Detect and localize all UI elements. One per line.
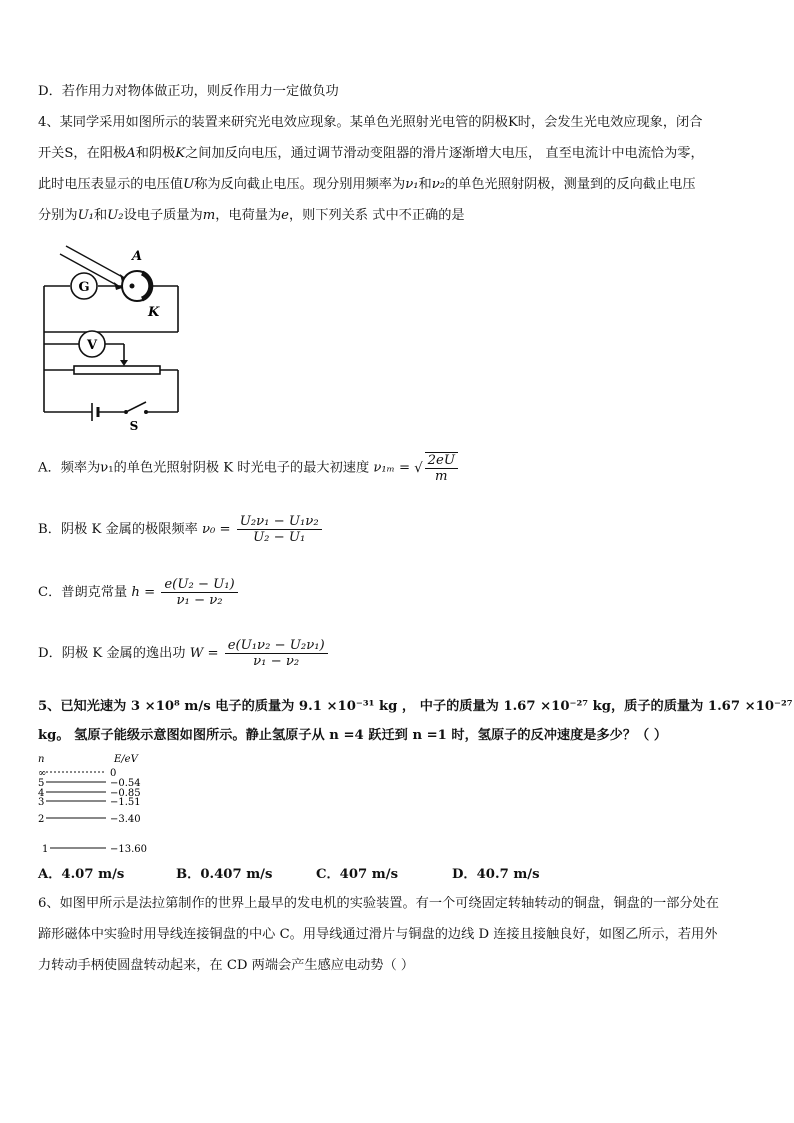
- q4-var-e: e: [281, 208, 289, 223]
- q4-option-a-denominator: m: [435, 469, 448, 484]
- q4-stem-line3: [38, 175, 696, 195]
- q4-option-c-denominator: ν₁ − ν₂: [176, 593, 223, 608]
- q4-text: ，则下列关系 式中不正确的是: [288, 208, 465, 223]
- level-n-label: 3: [38, 797, 45, 808]
- q4-option-c-lhs: h =: [131, 585, 156, 600]
- level-n-label: ∞: [38, 768, 47, 779]
- q4-text: 此时电压表显示的电压值: [38, 177, 184, 192]
- q5-answer-a[interactable]: A．4.07 m/s: [38, 867, 125, 882]
- q4-text: 和阴极: [135, 146, 176, 161]
- sqrt-sign: √: [414, 460, 423, 476]
- q4-var-u1: U₁: [77, 208, 94, 223]
- n-axis-label: n: [38, 754, 45, 765]
- q4-option-d: [38, 638, 330, 669]
- q4-option-a-fraction: [425, 452, 458, 484]
- q4-text: 开关S，在阳极: [38, 146, 127, 161]
- q6-stem-line3: 力转动手柄使圆盘转动起来，在 CD 两端会产生感应电动势（ ）: [38, 958, 415, 973]
- q4-option-c-numerator: e(U₂ − U₁): [161, 577, 237, 593]
- level-n-label: 2: [38, 814, 45, 825]
- q4-var-u2: U₂: [107, 208, 124, 223]
- switch-label: S: [129, 419, 139, 432]
- q4-option-b-numerator: U₂ν₁ − U₁ν₂: [237, 514, 322, 530]
- q4-option-d-lhs: W =: [189, 646, 219, 661]
- q4-option-a-text: A．频率为ν₁的单色光照射阴极 K 时光电子的最大初速度: [38, 460, 370, 476]
- hydrogen-energy-level-diagram: [36, 752, 166, 858]
- q4-option-b-fraction: [237, 514, 322, 545]
- level-n-label: 1: [42, 844, 49, 855]
- q4-stem-line1: 4、某同学采用如图所示的装置来研究光电效应现象。某单色光照射光电管的阴极K时，会发生光电效应现象，闭合: [38, 115, 703, 130]
- q4-var-m: m: [202, 208, 216, 223]
- q4-var-a: A: [126, 146, 136, 161]
- q4-text: ，电荷量为: [215, 208, 282, 223]
- level-energy-label: −0.54: [110, 778, 141, 789]
- energy-axis-label: E/eV: [114, 754, 138, 765]
- q4-option-d-fraction: [225, 638, 328, 669]
- q4-option-d-numerator: e(U₁ν₂ − U₂ν₁): [225, 638, 328, 654]
- level-energy-label: −1.51: [110, 797, 141, 808]
- q5-answer-b[interactable]: B．0.407 m/s: [176, 867, 273, 882]
- q5-stem-line1: 5、已知光速为 3 ×10⁸ m/s 电子的质量为 9.1 ×10⁻³¹ kg ， 中子的质量为 1.67 ×10⁻²⁷ kg，质子的质量为 1.67 ×10⁻²⁷: [38, 699, 793, 714]
- level-energy-label: −3.40: [110, 814, 141, 825]
- q5-answer-c[interactable]: C．407 m/s: [316, 867, 398, 882]
- galvanometer-label: G: [78, 280, 90, 295]
- q4-text: 分别为: [38, 208, 78, 223]
- q4-option-c: [38, 577, 240, 608]
- voltmeter-label: V: [86, 338, 98, 353]
- q3-option-d: D．若作用力对物体做正功，则反作用力一定做负功: [38, 84, 339, 99]
- level-n-label: 5: [38, 778, 45, 789]
- q4-option-a-numerator: 2eU: [425, 453, 458, 469]
- q4-text: 和: [93, 208, 108, 223]
- photoelectric-circuit-diagram: [36, 240, 186, 432]
- anode-label: A: [132, 249, 143, 264]
- q4-stem-line2: [38, 144, 704, 164]
- q4-option-d-text: D．阴极 K 金属的逸出功: [38, 646, 186, 661]
- q4-option-b-denominator: U₂ − U₁: [253, 530, 306, 545]
- q4-text: 之间加反向电压，通过调节滑动变阻器的滑片逐渐增大电压， 直至电流计中电流恰为零，: [185, 146, 704, 161]
- level-energy-label: −13.60: [110, 844, 148, 855]
- q4-text: 设电子质量为: [123, 208, 203, 223]
- q4-text: 的单色光照射阴极，测量到的反向截止电压: [445, 177, 696, 192]
- level-energy-label: −0.85: [110, 788, 141, 799]
- q4-text: 和: [418, 177, 432, 192]
- q5-stem-line2: kg。 氢原子能级示意图如图所示。静止氢原子从 n =4 跃迁到 n =1 时，氢原子的反冲速度是多少？（ ）: [38, 728, 668, 743]
- q4-var-u: U: [183, 177, 195, 192]
- q4-option-a-lhs: ν₁ₘ =: [373, 460, 411, 476]
- q5-answer-d[interactable]: D．40.7 m/s: [452, 867, 540, 882]
- q6-stem-line2: 蹄形磁体中实验时用导线连接铜盘的中心 C。用导线通过滑片与铜盘的边线 D 连接且接触良好，如图乙所示，若用外: [38, 927, 718, 942]
- rheostat: [74, 366, 160, 374]
- q4-text: 称为反向截止电压。现分别用频率为: [194, 177, 406, 192]
- level-n-label: 4: [38, 788, 45, 799]
- q6-stem-line1: 6、如图甲所示是法拉第制作的世界上最早的发电机的实验装置。有一个可绕固定转轴转动的铜盘，铜盘的一部分处在: [38, 896, 719, 911]
- q4-option-d-denominator: ν₁ − ν₂: [253, 654, 300, 669]
- level-energy-label: 0: [110, 768, 117, 779]
- q4-var-nu2: ν₂: [431, 177, 445, 192]
- q4-option-b: [38, 514, 324, 545]
- q4-option-c-text: C．普朗克常量: [38, 585, 128, 600]
- q4-option-a: [38, 452, 460, 484]
- q4-option-c-fraction: [161, 577, 237, 608]
- q4-option-b-text: B．阴极 K 金属的极限频率: [38, 522, 198, 537]
- cathode-label: K: [148, 305, 160, 320]
- q4-stem-line4: [38, 206, 465, 226]
- q4-var-nu1: ν₁: [405, 177, 419, 192]
- switch: [126, 402, 146, 412]
- q4-option-b-lhs: ν₀ =: [202, 522, 231, 537]
- q4-var-k: K: [175, 146, 186, 161]
